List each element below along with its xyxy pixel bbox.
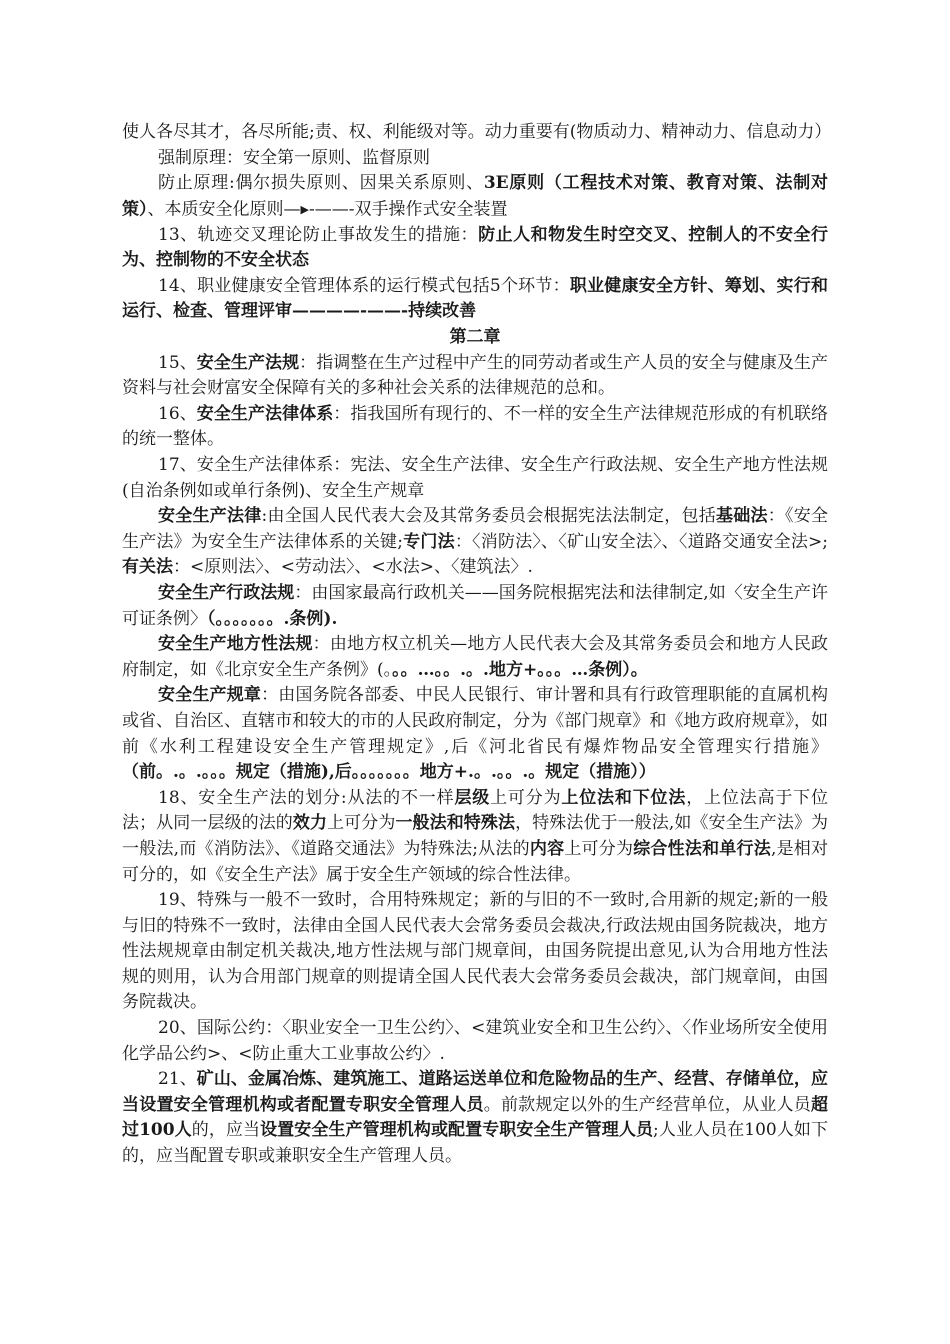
bold-text-run: （前。.。.。。。规定（措施),后。。。。。。。地方+.。.。。.。规定（措施）） [122, 762, 656, 783]
text-run: 16、 [158, 403, 197, 424]
text-run: 18、安全生产法的划分:从法的不一样 [158, 787, 455, 808]
text-run: 的，应当 [191, 1120, 261, 1141]
text-run: ：由国家最高行政机关——国务院根据宪法和法律制定,如〈安全生产许可证条例〉 [122, 582, 829, 629]
text-run: ，上位法高于下位法；从同一层级的法的 [122, 787, 828, 834]
bold-text-run: 安全生产法律 [158, 506, 262, 527]
bold-text-run: 超过100人 [122, 1094, 829, 1141]
text-run: 17、安全生产法律体系：宪法、安全生产法律、安全生产行政法规、安全生产地方性法规(自治条例如或单行条例)、安全生产规章 [122, 455, 828, 501]
text-run: 19、特殊与一般不一致时，合用特殊规定；新的与旧的不一致时,合用新的规定;新的一般与旧的特殊不一致时，法律由全国人民代表大会常务委员会裁决,行政法规由国务院裁决，地方性法规规章由制定机关裁决,地方性法规与部门规章间，由国务院提出意见,认为合用地方性法规的则用，认为合用部门规章的则提请全国人民代表大会常务委员会裁决，部门规章间，由国务院裁决。 [122, 890, 828, 1013]
text-run: 14、职业健康安全管理体系的运行模式包括5个环节： [158, 275, 570, 296]
paragraph [122, 402, 828, 453]
paragraph [122, 581, 828, 632]
bold-text-run: 3E原则（工程技术对策、教育对策、法制对策） [122, 173, 828, 220]
bold-text-run: 内容 [529, 838, 565, 859]
text-run: 15、 [158, 352, 197, 373]
document-page [122, 120, 832, 1170]
bold-text-run: 安全生产法规 [196, 352, 300, 373]
paragraph [122, 171, 828, 222]
paragraph [122, 1016, 828, 1067]
paragraph [122, 504, 828, 581]
text-run: ：〈消防法〉、〈矿山安全法〉、〈道路交通安全法>; [454, 531, 828, 552]
bold-text-run: 防止人和物发生时空交叉、控制人的不安全行为、控制物的不安全状态 [122, 224, 829, 271]
text-run: 上可分为 [564, 838, 634, 859]
text-run: 。前款规定以外的生产经营单位，从业人员 [483, 1094, 812, 1115]
bold-text-run: 安全生产法律体系 [196, 403, 334, 424]
bold-text-run: 上位法和下位法 [561, 787, 687, 808]
text-run: ：《安全生产法》为安全生产法律体系的关键; [122, 506, 829, 552]
text-run: -——-双手操作式安全装置 [308, 199, 508, 220]
text-run: :由全国人民代表大会及其常务委员会根据宪法法制定，包括 [261, 506, 717, 527]
paragraph [122, 223, 828, 274]
bold-text-run: 职业健康安全方针、筹划、实行和运行、检查、管理评审————-——-持续改善 [122, 275, 829, 322]
text-run: ;人业人员在100人如下的，应当配置专职或兼职安全生产管理人员。 [122, 1120, 828, 1167]
text-run: ，特殊法优于一般法,如《安全生产法》为一般法,而《消防法》、《道路交通法》为特殊法;从法的 [122, 813, 829, 859]
bold-text-run: 效力 [292, 813, 328, 834]
text-run: 上可分为 [490, 787, 562, 808]
text-run: 20、国际公约：〈职业安全一卫生公约〉、<建筑业安全和卫生公约〉、〈作业场所安全使用化学品公约>、<防止重大工业事故公约〉. [122, 1018, 828, 1064]
text-run: 强制原理：安全第一原则、监督原则 [158, 147, 430, 168]
bold-text-run: 层级 [454, 787, 491, 808]
bold-text-run: 安全生产行政法规 [158, 582, 295, 603]
bold-text-run: 有关法 [122, 557, 173, 578]
text-run: ：由国务院各部委、中民人民银行、审计署和具有行政管理职能的直属机构或省、自治区、直辖市和较大的市的人民政府制定，分为《部门规章》和《地方政府规章》，如前《水利工程建设安全生产管理规定》,后《河北省民有爆炸物品安全管理实行措施》 [122, 685, 829, 757]
bold-text-run: 安全生产规章 [158, 685, 262, 706]
paragraph [122, 1067, 828, 1169]
text-run: 、本质安全化原则— [147, 199, 301, 220]
bold-text-run: （。。。。。。。.条例). [207, 608, 338, 629]
bold-text-run: 安全生产地方性法规 [158, 634, 313, 655]
arrow-icon: ▶ [300, 202, 309, 216]
text-run: 防止原理:偶尔损失原则、因果关系原则、 [158, 173, 484, 194]
bold-text-run: 综合性法和单行法 [633, 838, 771, 859]
text-run: 13、轨迹交叉理论防止事故发生的措施： [158, 224, 479, 245]
bold-text-run: 一般法和特殊法 [395, 813, 516, 834]
text-run: ：由地方权立机关—地方人民代表大会及其常务委员会和地方人民政府制定，如《北京安全生产条例》(。 [122, 634, 829, 680]
bold-text-run: 设置安全生产管理机构或配置专职安全生产管理人员 [260, 1120, 654, 1141]
paragraph [122, 683, 828, 785]
paragraph [122, 146, 828, 172]
paragraph [122, 786, 828, 888]
paragraph [122, 351, 828, 402]
paragraph [122, 632, 828, 683]
text-run: ,是相对可分的，如《安全生产法》属于安全生产领域的综合性法律。 [122, 838, 829, 885]
bold-text-run: 基础法 [716, 506, 768, 527]
paragraph [122, 888, 828, 1016]
bold-text-run: 专门法 [403, 531, 455, 552]
bold-text-run: 矿山、金属冶炼、建筑施工、道路运送单位和危险物品的生产、经营、存储单位，应当设置安全管理机构或者配置专职安全管理人员 [122, 1069, 828, 1115]
paragraph [122, 274, 828, 325]
text-run: 上可分为 [327, 813, 396, 834]
paragraph [122, 453, 828, 504]
paragraph [122, 120, 832, 146]
text-run: ：指我国所有现行的、不一样的安全生产法律规范形成的有机联络的统一整体。 [122, 403, 829, 450]
text-run: ：<原则法〉、<劳动法〉、<水法>、〈建筑法〉. [173, 557, 533, 578]
text-run: ：指调整在生产过程中产生的同劳动者或生产人员的安全与健康及生产资料与社会财富安全保障有关的多种社会关系的法律规范的总和。 [122, 352, 829, 399]
chapter-heading: 第二章 [449, 327, 501, 348]
text-run: 21、 [158, 1069, 197, 1090]
text-run: 使人各尽其才，各尽所能;责、权、利能级对等。动力重要有(物质动力、精神动力、信息动力） [122, 122, 832, 142]
bold-text-run: 。。…。。.。.地方+。。。…条例）。 [392, 659, 648, 680]
